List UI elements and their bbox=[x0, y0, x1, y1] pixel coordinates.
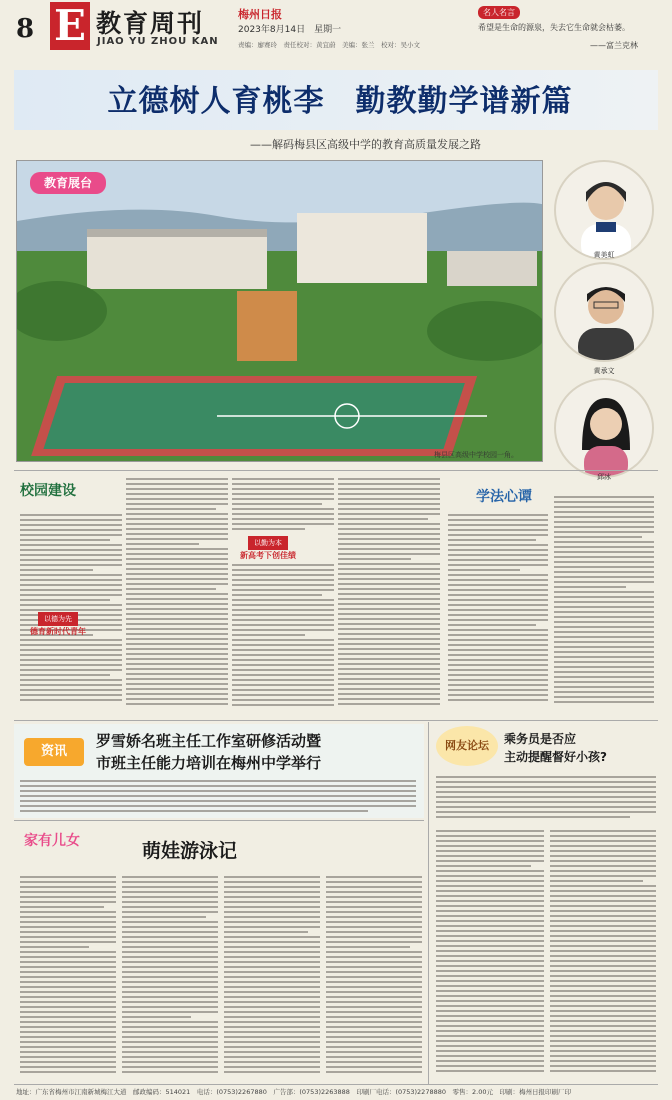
article-column-4 bbox=[338, 478, 440, 708]
section-campus: 校园建设 bbox=[20, 483, 76, 499]
date-line: 2023年8月14日 星期一 bbox=[238, 25, 342, 35]
article-column-3 bbox=[232, 478, 334, 533]
portrait-1-name: 黄美虹 bbox=[593, 251, 615, 259]
subhead-2b: 新高考下创佳绩 bbox=[240, 551, 296, 560]
page-title-pinyin: JIAO YU ZHOU KAN bbox=[97, 36, 219, 47]
divider bbox=[14, 720, 658, 721]
news-headline-line2: 市班主任能力培训在梅州中学举行 bbox=[96, 754, 322, 772]
news-headline-line1: 罗雪娇名班主任工作室研修活动暨 bbox=[96, 732, 322, 750]
editors-line: 责编：廖赛玲 责任校对：黄宜蔚 美编：张兰 校对：吴小文 bbox=[238, 41, 420, 49]
column-divider bbox=[428, 722, 429, 1084]
article-column-3b bbox=[232, 564, 334, 709]
divider bbox=[14, 1084, 658, 1085]
newspaper-logo: 梅州日报 bbox=[238, 8, 282, 21]
news-badge: 资讯 bbox=[24, 738, 84, 766]
divider bbox=[14, 820, 424, 821]
section-badge: 教育展台 bbox=[30, 172, 106, 194]
portrait-1 bbox=[554, 160, 654, 260]
article-column-6 bbox=[554, 496, 654, 706]
portrait-2 bbox=[554, 262, 654, 362]
motto-tag: 名人名言 bbox=[478, 6, 520, 19]
subhead-1b: 德育新时代青年 bbox=[30, 627, 86, 636]
family-col-3 bbox=[224, 876, 320, 1076]
photo-caption: 梅县区高级中学校园一角。 bbox=[434, 451, 518, 459]
article-column-5 bbox=[448, 514, 548, 704]
subheadline: ——解码梅县区高级中学的教育高质量发展之路 bbox=[250, 138, 481, 151]
forum-title-line1: 乘务员是否应 bbox=[504, 732, 577, 746]
portrait-3-name: 邱冰 bbox=[597, 473, 611, 481]
forum-col-1 bbox=[436, 830, 544, 1075]
portrait-2-name: 黄承文 bbox=[593, 367, 615, 375]
forum-badge: 网友论坛 bbox=[436, 726, 498, 766]
headline: 立德树人育桃李 勤教勤学谱新篇 bbox=[107, 84, 573, 119]
family-col-1 bbox=[20, 876, 116, 1076]
subhead-1: 以德为先 bbox=[38, 612, 78, 626]
article-column-2 bbox=[126, 478, 228, 708]
news-body bbox=[20, 780, 416, 815]
forum-title-line2: 主动提醒督好小孩? bbox=[504, 750, 607, 764]
motto-text: 希望是生命的源泉，失去它生命就会枯萎。 bbox=[478, 23, 630, 32]
divider bbox=[14, 470, 658, 471]
footer: 地址：广东省梅州市江南新城梅江大道 邮政编码：514021 电话：(0753)2267880 广告部：(0753)2263888 印刷厂电话：(0753)2278880 零售：2.00元 印刷：梅州日报印刷厂印 bbox=[16, 1088, 571, 1096]
motto-author: ——富兰克林 bbox=[590, 41, 638, 50]
section-letter-e: E bbox=[50, 2, 90, 50]
subhead-2: 以勤为本 bbox=[248, 536, 288, 550]
article-column-1 bbox=[20, 514, 122, 704]
forum-intro bbox=[436, 776, 656, 821]
family-col-2 bbox=[122, 876, 218, 1076]
family-badge: 家有儿女 bbox=[24, 833, 80, 849]
family-article-title: 萌娃游泳记 bbox=[142, 840, 238, 862]
section-study: 学法心谭 bbox=[476, 489, 532, 505]
portrait-3 bbox=[554, 378, 654, 478]
family-col-4 bbox=[326, 876, 422, 1076]
page-number: 8 bbox=[16, 14, 35, 44]
forum-col-2 bbox=[550, 830, 656, 1075]
campus-photo bbox=[16, 160, 543, 462]
page-title: 教育周刊 bbox=[96, 9, 205, 38]
